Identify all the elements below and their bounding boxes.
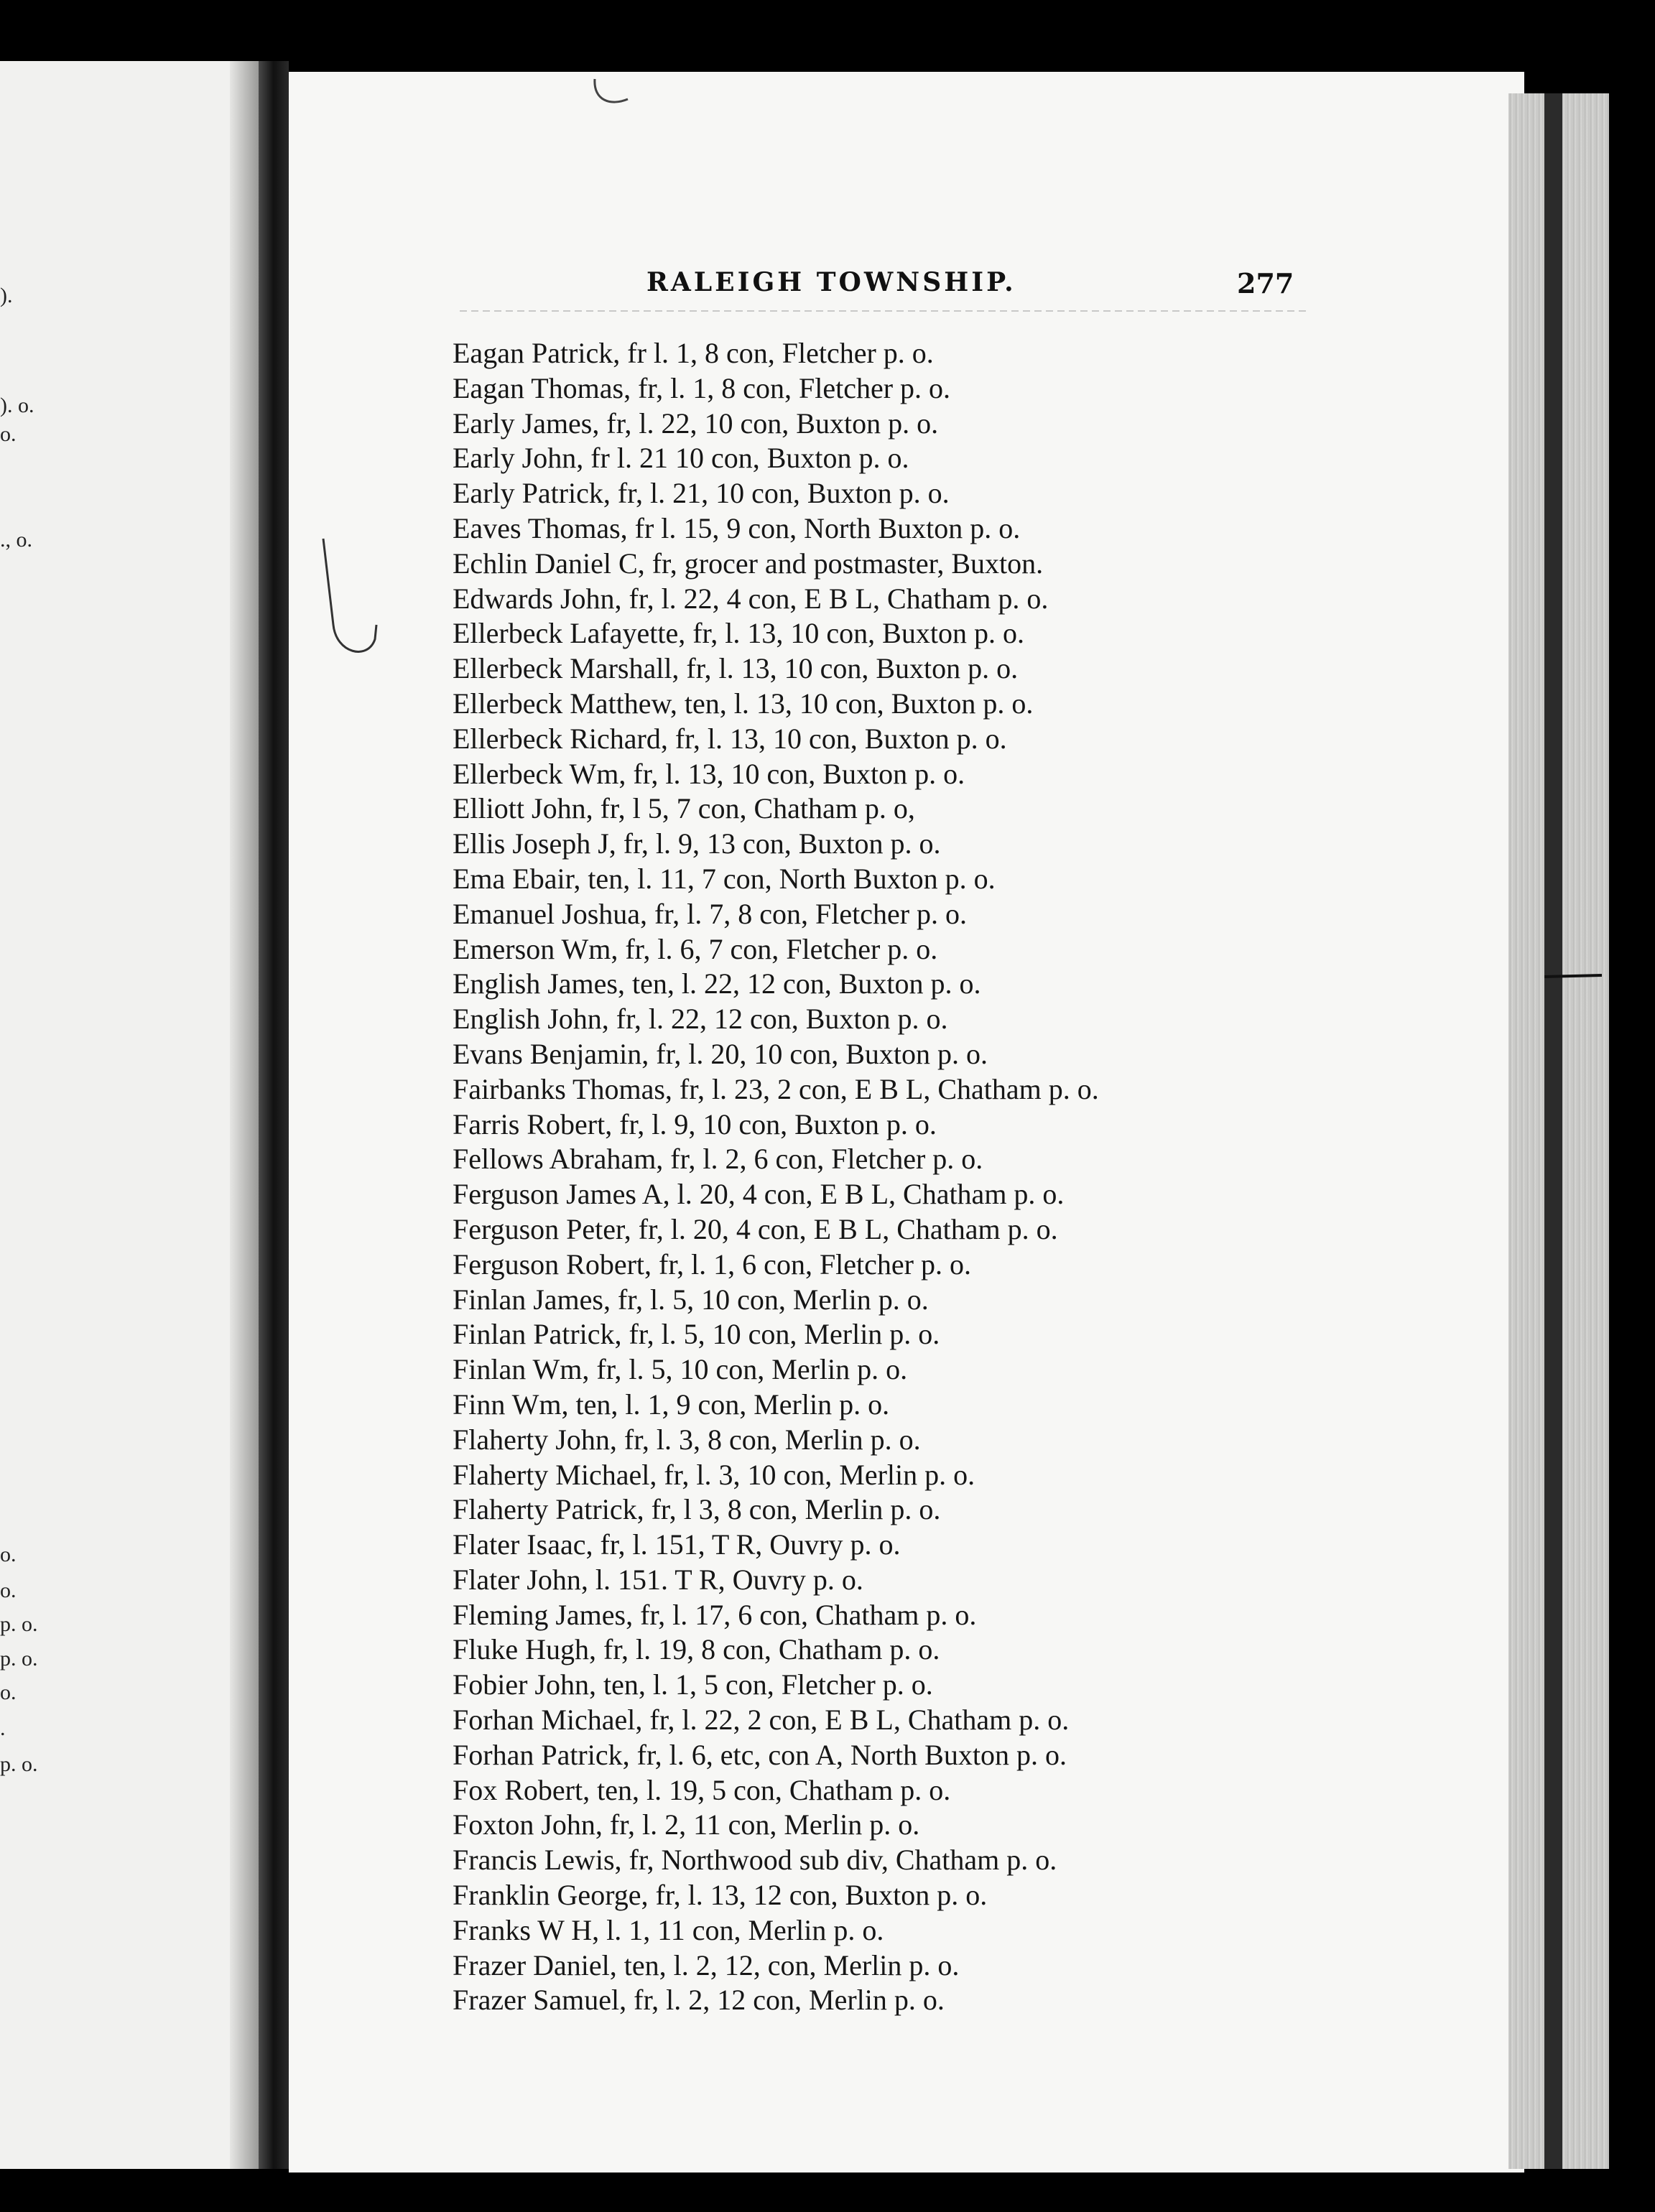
directory-entry: Fellows Abraham, fr, l. 2, 6 con, Fletcher p. o. xyxy=(453,1143,983,1176)
directory-entry: Eaves Thomas, fr l. 15, 9 con, North Buxton p. o. xyxy=(453,511,1021,544)
directory-entry: Flater Isaac, fr, l. 151, T R, Ouvry p. o. xyxy=(453,1528,901,1561)
directory-entry: Ellerbeck Matthew, ten, l. 13, 10 con, Buxton p. o. xyxy=(453,687,1034,720)
directory-entry: Evans Benjamin, fr, l. 20, 10 con, Buxton p. o. xyxy=(453,1037,988,1070)
directory-entry: Fox Robert, ten, l. 19, 5 con, Chatham p. o. xyxy=(453,1773,951,1806)
directory-entry: Foxton John, fr, l. 2, 11 con, Merlin p. o. xyxy=(453,1808,920,1841)
directory-entry: Eagan Patrick, fr l. 1, 8 con, Fletcher p. o. xyxy=(453,337,934,369)
directory-list xyxy=(453,336,1501,2018)
left-page-fragment: p. o. xyxy=(0,1647,38,1670)
left-page-fragment: p. o. xyxy=(0,1612,38,1636)
directory-entry: Frazer Samuel, fr, l. 2, 12 con, Merlin p. o. xyxy=(453,1984,945,2017)
directory-entry: Fobier John, ten, l. 1, 5 con, Fletcher p. o. xyxy=(453,1668,933,1701)
directory-entry: Ellerbeck Marshall, fr, l. 13, 10 con, Buxton p. o. xyxy=(453,652,1019,685)
directory-entry: Flaherty Michael, fr, l. 3, 10 con, Merlin p. o. xyxy=(453,1458,975,1491)
left-page-fragment: ). o. xyxy=(0,394,34,417)
directory-entry: Ferguson Robert, fr, l. 1, 6 con, Fletcher p. o. xyxy=(453,1247,971,1281)
directory-entry: Finlan Patrick, fr, l. 5, 10 con, Merlin p. o. xyxy=(453,1318,940,1351)
directory-entry: English James, ten, l. 22, 12 con, Buxton p. o. xyxy=(453,967,981,1000)
directory-entry: Forhan Patrick, fr, l. 6, etc, con A, North Buxton p. o. xyxy=(453,1738,1067,1771)
directory-entry: Elliott John, fr, l 5, 7 con, Chatham p. o, xyxy=(453,792,915,825)
directory-entry: Frazer Daniel, ten, l. 2, 12, con, Merlin p. o. xyxy=(453,1948,960,1981)
left-page-fragment: ., o. xyxy=(0,528,32,552)
left-page-fragment: o. xyxy=(0,1543,17,1566)
directory-entry: Early James, fr, l. 22, 10 con, Buxton p. o. xyxy=(453,406,939,440)
directory-entry: Fleming James, fr, l. 17, 6 con, Chatham p. o. xyxy=(453,1598,977,1631)
directory-entry: Ellerbeck Richard, fr, l. 13, 10 con, Buxton p. o. xyxy=(453,722,1007,755)
directory-entry: English John, fr, l. 22, 12 con, Buxton p. o. xyxy=(453,1003,948,1036)
page-number: 277 xyxy=(1237,267,1294,299)
page-tab-mark xyxy=(1544,970,1602,984)
directory-entry: Fluke Hugh, fr, l. 19, 8 con, Chatham p. o. xyxy=(453,1633,940,1666)
directory-entry: Franks W H, l. 1, 11 con, Merlin p. o. xyxy=(453,1913,884,1946)
directory-entry: Early John, fr l. 21 10 con, Buxton p. o. xyxy=(453,442,909,475)
pen-mark xyxy=(575,72,646,115)
directory-entry: Francis Lewis, fr, Northwood sub div, Chatham p. o. xyxy=(453,1844,1057,1877)
directory-entry: Finn Wm, ten, l. 1, 9 con, Merlin p. o. xyxy=(453,1388,890,1421)
directory-entry: Ema Ebair, ten, l. 11, 7 con, North Buxton p. o. xyxy=(453,862,996,895)
left-page-fragment: ). xyxy=(0,284,13,307)
running-header: RALEIGH TOWNSHIP. xyxy=(646,267,1016,297)
directory-entry: Edwards John, fr, l. 22, 4 con, E B L, Chatham p. o. xyxy=(453,582,1049,615)
directory-entry: Forhan Michael, fr, l. 22, 2 con, E B L, Chatham p. o. xyxy=(453,1704,1070,1737)
left-page-fragment: o. xyxy=(0,422,17,446)
left-page-fragment: o. xyxy=(0,1579,17,1602)
directory-entry: Finlan James, fr, l. 5, 10 con, Merlin p. o. xyxy=(453,1283,929,1316)
left-page-fragment: p. o. xyxy=(0,1752,38,1776)
directory-entry: Ellerbeck Wm, fr, l. 13, 10 con, Buxton p. o. xyxy=(453,757,965,790)
directory-entry: Eagan Thomas, fr, l. 1, 8 con, Fletcher p. o. xyxy=(453,371,951,404)
directory-entry: Fairbanks Thomas, fr, l. 23, 2 con, E B L, Chatham p. o. xyxy=(453,1072,1099,1105)
directory-entry: Flater John, l. 151. T R, Ouvry p. o. xyxy=(453,1563,863,1596)
directory-entry: Finlan Wm, fr, l. 5, 10 con, Merlin p. o. xyxy=(453,1353,908,1386)
left-page-fragment: . xyxy=(0,1716,6,1740)
directory-entry: Flaherty John, fr, l. 3, 8 con, Merlin p. o. xyxy=(453,1423,921,1456)
page-edge-shadow xyxy=(1544,93,1562,2169)
margin-pen-mark xyxy=(309,531,395,675)
left-page xyxy=(0,61,259,2169)
book-gutter xyxy=(259,61,289,2169)
directory-entry: Ferguson Peter, fr, l. 20, 4 con, E B L, Chatham p. o. xyxy=(453,1212,1058,1245)
left-page-fragment: o. xyxy=(0,1681,17,1704)
header-rule xyxy=(460,310,1307,312)
directory-entry: Ellerbeck Lafayette, fr, l. 13, 10 con, Buxton p. o. xyxy=(453,617,1024,650)
directory-entry: Flaherty Patrick, fr, l 3, 8 con, Merlin p. o. xyxy=(453,1493,941,1526)
directory-entry: Early Patrick, fr, l. 21, 10 con, Buxton p. o. xyxy=(453,477,950,510)
directory-entry: Ferguson James A, l. 20, 4 con, E B L, Chatham p. o. xyxy=(453,1178,1065,1211)
directory-entry: Emanuel Joshua, fr, l. 7, 8 con, Fletcher p. o. xyxy=(453,897,968,930)
directory-entry: Ellis Joseph J, fr, l. 9, 13 con, Buxton p. o. xyxy=(453,827,941,860)
directory-entry: Echlin Daniel C, fr, grocer and postmaster, Buxton. xyxy=(453,547,1044,580)
directory-entry: Franklin George, fr, l. 13, 12 con, Buxton p. o. xyxy=(453,1879,988,1912)
directory-entry: Emerson Wm, fr, l. 6, 7 con, Fletcher p. o. xyxy=(453,932,938,965)
directory-entry: Farris Robert, fr, l. 9, 10 con, Buxton p. o. xyxy=(453,1107,937,1140)
